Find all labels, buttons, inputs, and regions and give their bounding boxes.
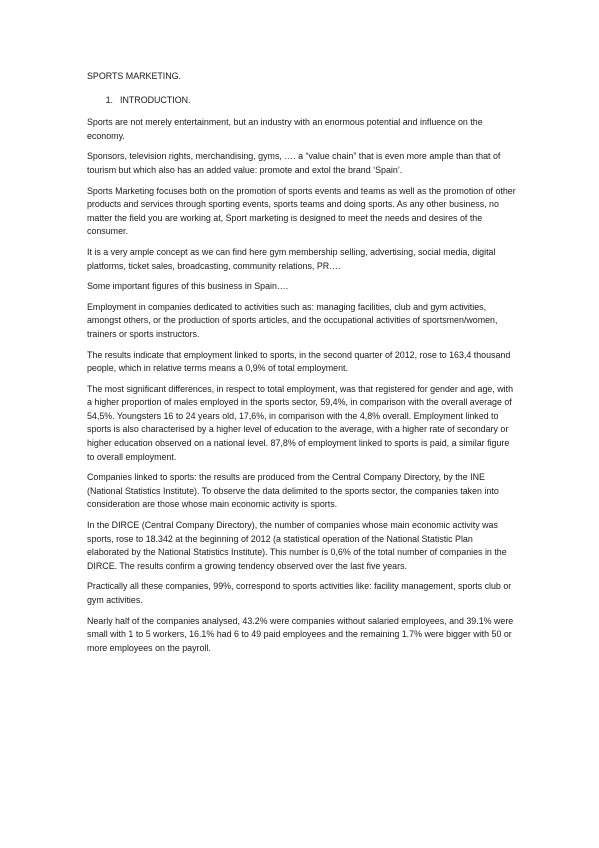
section-number: 1. [105,94,113,105]
document-title: SPORTS MARKETING. [87,71,182,81]
paragraph-employment-results: The results indicate that employment linked to sports, in the second quarter of 2012, rose to 163,4 thousand people, which in relative terms means a 0,9% of total employment. [87,349,511,374]
paragraph-company-sizes: Nearly half of the companies analysed, 43.2% were companies without salaried employees, and 39.1% were small with 1 to 5 workers, 16.1% had 6 to 49 paid employees and the remaining 1.7% were bigger with 50 or more employees on the payroll. [87,615,514,653]
paragraph-concept: It is a very ample concept as we can find here gym membership selling, advertising, social media, digital platforms, ticket sales, broadcasting, community relations, PR…. [87,246,496,271]
paragraph-employment-differences: The most significant differences, in respect to total employment, was that registered for gender and age, with a higher proportion of males employed in the sports sector, 59,4%, in comparison with the overall average of 54,5%. Youngsters 16 to 24 years old, 17,6%, in comparison with the 4,8% overall. Employment linked to sports is also characterised by a higher level of education to the average, with a higher rate of secondary or higher education observed on a national level. 87,8% of employment linked to sports is paid, a similar figure to overall employment. [87,383,514,462]
section-title: INTRODUCTION. [120,94,191,105]
paragraph-employment-definition: Employment in companies dedicated to activities such as: managing facilities, club and gym activities, amongst others, or the production of sports articles, and the occupational activities of sportsmen/women, trainers or sports instructors. [87,301,498,339]
paragraph-intro: Sports are not merely entertainment, but an industry with an enormous potential and influence on the economy. [87,117,483,141]
paragraph-dirce: In the DIRCE (Central Company Directory), the number of companies whose main economic activity was sports, rose to 18.342 at the beginning of 2012 (a statistical operation of the National Statistic Plan elaborated by the National Statistics Institute). This number is 0,6% of the total number of companies in the DIRCE. The results confirm a growing tendency observed over the last five years. [87,520,507,571]
paragraph-companies-linked: Companies linked to sports: the results are produced from the Central Company Directory, by the INE (National Statistics Institute). To observe the data delimited to the sports sector, the companies taken into consideration are those whose main economic activity is sports. [87,472,499,510]
document-body [87,70,517,662]
paragraph-figures-intro: Some important figures of this business in Spain…. [87,281,289,292]
section-heading [87,94,517,108]
paragraph-sports-marketing: Sports Marketing focuses both on the promotion of sports events and teams as well as the promotion of other products and services through sporting events, sports teams and doing sports. As any other business, no matter the field you are working at, Sport marketing is designed to meet the needs and desires of the consumer. [87,185,516,237]
paragraph-sports-activities: Practically all these companies, 99%, correspond to sports activities like: facility management, sports club or gym activities. [87,581,512,605]
paragraph-value-chain: Sponsors, television rights, merchandising, gyms, …. a “value chain” that is even more ample than that of tourism but which also has an added value: promote and extol the brand ‘Spain’. [87,151,501,175]
